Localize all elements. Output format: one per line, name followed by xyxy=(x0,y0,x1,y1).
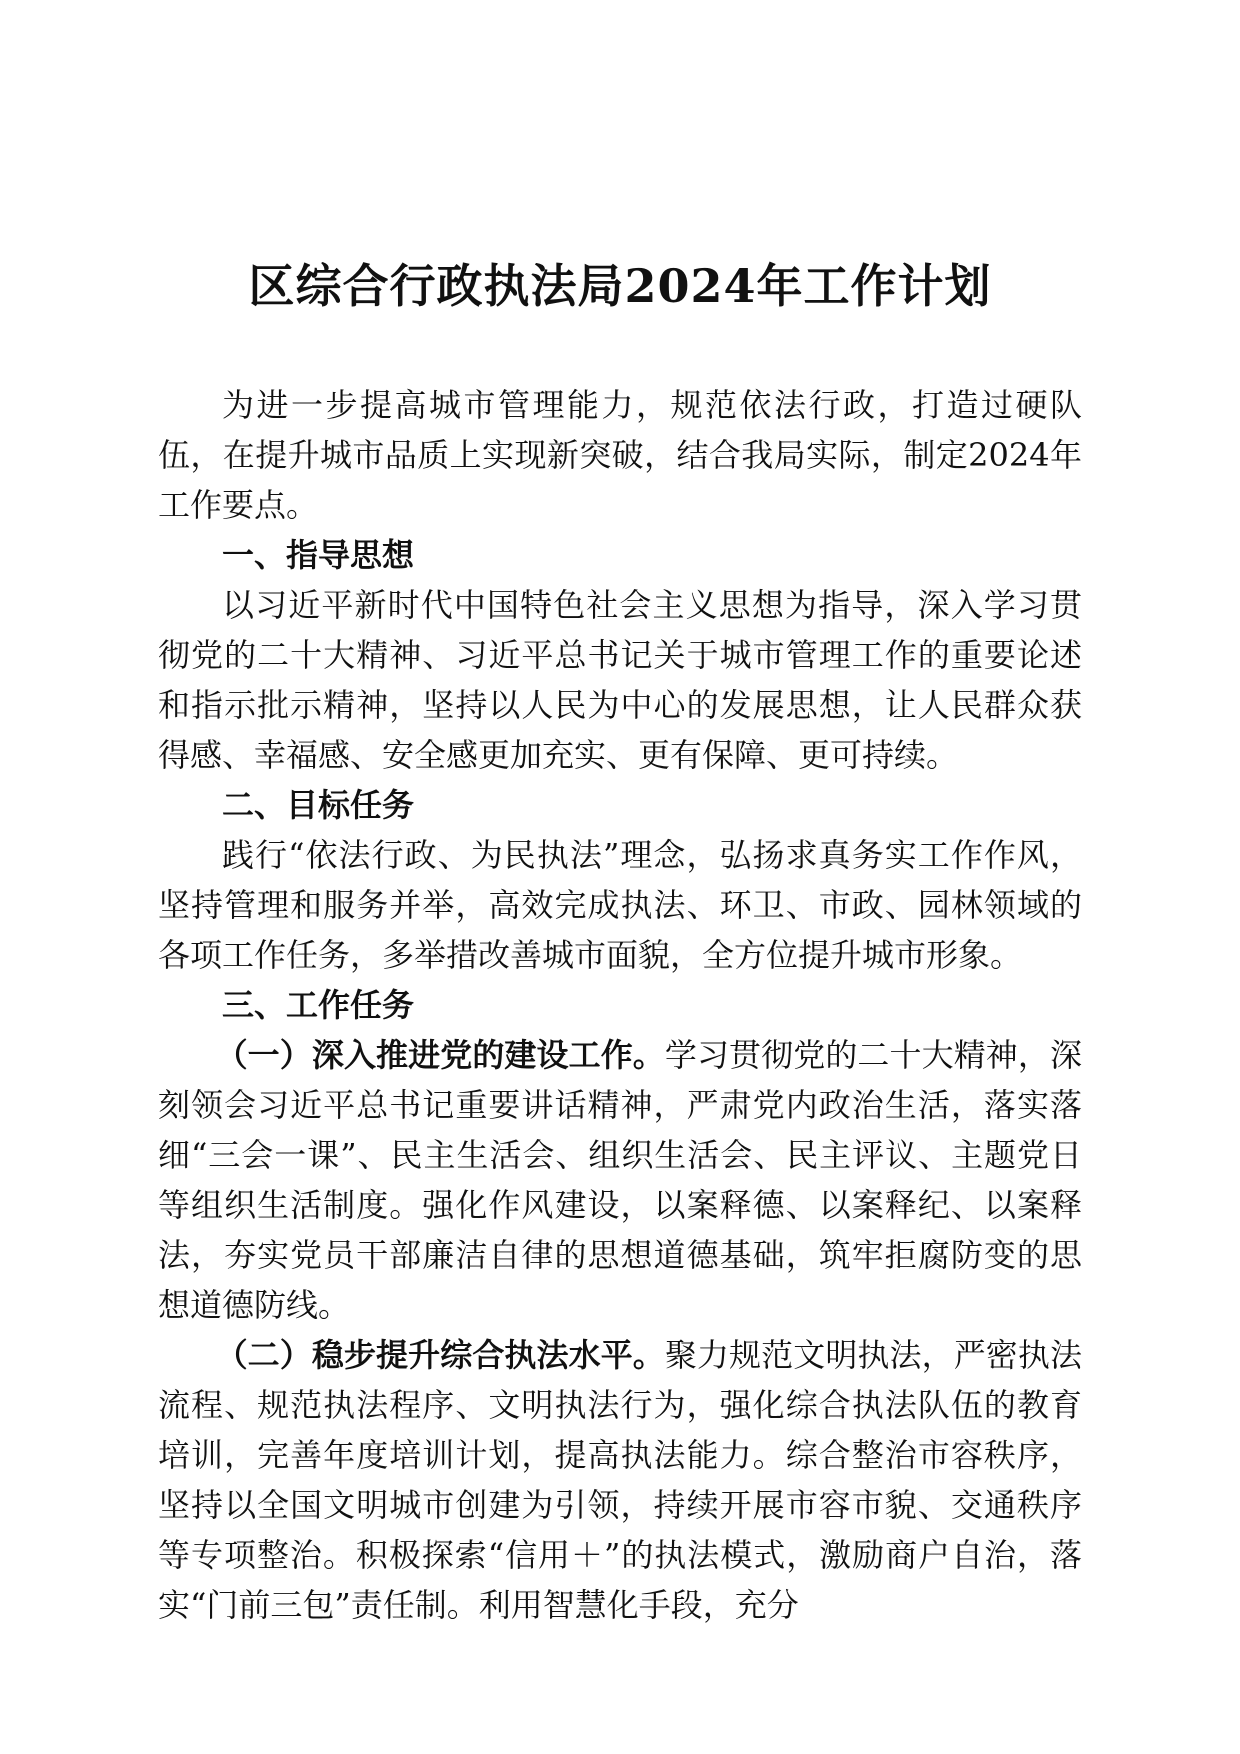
section-heading-goals: 二、目标任务 xyxy=(222,786,415,824)
task-text-law-enforcement: 聚力规范文明执法，严密执法流程、规范执法程序、文明执法行为，强化综合执法队伍的教育培训，完善年度培训计划，提高执法能力。综合整治市容秩序，坚持以全国文明城市创建为引领，持续开展市容市貌、交通秩序等专项整治。积极探索“信用＋”的执法模式，激励商户自治，落实“门前三包”责任制。利用智慧化手段，充分 xyxy=(158,1336,1082,1624)
document-title: 区综合行政执法局2024年工作计划 xyxy=(248,259,992,313)
section-paragraph-goals: 践行“依法行政、为民执法”理念，弘扬求真务实工作作风，坚持管理和服务并举，高效完成执法、环卫、市政、园林领域的各项工作任务，多举措改善城市面貌，全方位提升城市形象。 xyxy=(158,836,1082,974)
section-paragraph-guiding-ideology: 以习近平新时代中国特色社会主义思想为指导，深入学习贯彻党的二十大精神、习近平总书记关于城市管理工作的重要论述和指示批示精神，坚持以人民为中心的发展思想，让人民群众获得感、幸福感、安全感更加充实、更有保障、更可持续。 xyxy=(158,586,1082,774)
section-heading-work-tasks: 三、工作任务 xyxy=(222,986,415,1024)
task-text-party-building: 学习贯彻党的二十大精神，深刻领会习近平总书记重要讲话精神，严肃党内政治生活，落实落细“三会一课”、民主生活会、组织生活会、民主评议、主题党日等组织生活制度。强化作风建设，以案释德、以案释纪、以案释法，夯实党员干部廉洁自律的思想道德基础，筑牢拒腐防变的思想道德防线。 xyxy=(158,1036,1082,1324)
task-paragraph-law-enforcement xyxy=(158,1330,1082,1630)
task-lead-law-enforcement: （二）稳步提升综合执法水平。 xyxy=(215,1336,665,1374)
task-paragraph-party-building xyxy=(158,1030,1082,1330)
task-lead-party-building: （一）深入推进党的建设工作。 xyxy=(215,1036,665,1074)
intro-paragraph: 为进一步提高城市管理能力，规范依法行政，打造过硬队伍，在提升城市品质上实现新突破，结合我局实际，制定2024年工作要点。 xyxy=(158,386,1082,524)
section-heading-guiding-ideology: 一、指导思想 xyxy=(222,536,415,574)
document-body xyxy=(158,380,1082,1630)
